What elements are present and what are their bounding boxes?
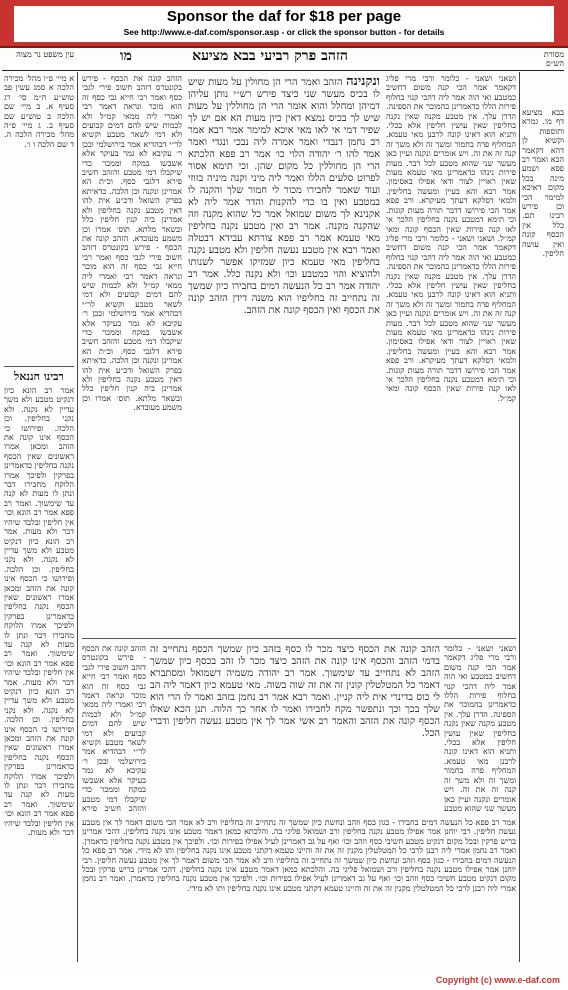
lower-right-commentary [444,644,516,814]
rashi-text: ושאני ושאני - כלומר ורבי מרי פליג דקאמר אמר הכי קנה משום דחשיב כמטבע ואי הוה אמר ליה דהכי קנוי בחלוף פירות הללו כדאמרינן בהמוכר את הספינה. הדרן עלך. אין מטבע מקנה שאין נקנה בחליפין שאין עושין חליפין אלא בכלי. ותניא הוא דאינו קונה לרבנן מאי טעמא. המחליף פרה בחמור ומשך זה ולא משך זה קנה זה את זה. ויש אומרים ונקנה ועיין כאן מעשר שני שהוא מטבע לכל דבר. מעות פירות נינהו כדאמרינן מאי טעמא מעות שאין ראויין לצור ודאי אפילו באסימון. אמר רבא והא בעיין ומעשה בחליפין. ולמאי דסלקא דעתך מעיקרא. ורב פפא אמר הכי פירושו דדבר תורה מעות קונות. וכי תימא דמטבע נקנה בחליפין הלכך אי לאו קנה פירות שאין הכסף קונה ומאי קמ״ל. [386,74,516,243]
header-rule [2,70,564,71]
column-divider-right [519,72,520,962]
sponsor-banner-box[interactable] [14,6,554,42]
column-divider [77,72,78,962]
lower-left-commentary [82,644,146,814]
sponsor-subtitle[interactable]: See http://www.e-daf.com/sponsor.asp - or click the sponsor button - for details [123,27,445,37]
masoret-hashas-header: מסורת הש״ס [543,50,564,68]
right-margin-column [522,108,564,958]
page-title: הזהב פרק רביעי בבא מציעא [192,48,348,64]
rashi-column [386,74,516,634]
lower-right-text: ושאני ושאני - כלומר ורבי מרי פליג דקאמר אמר הכי קנה משום דחשיב כמטבע ואי הוה אמר ליה דהכי קנוי בחלוף פירות הללו כדאמרינן בהמוכר את הספינה. הדרן עלך. אין מטבע מקנה שאין נקנה בחליפין שאין עושין חליפין אלא בכלי. ותניא הוא דאינו קונה לרבנן מאי טעמא. המחליף פרה בחמור ומשך זה ולא משך זה קנה זה את זה. ויש אומרים ונקנה ועיין כאן מעשר שני שהוא מטבע [444,644,516,813]
divider [4,366,74,367]
tosafot-column [82,74,182,634]
tosafot-text-cont: הזהב קונה את הכסף - פירש בקונטרס דזהב חשוב פירי לגבי כסף ואמר רבי חייא גבי כסף זה הוא מוכר ונראה דאמר רבי ואמרי ליה ממאי קמ״ל ולא לכמות שיש להם דמים קבועים ולא דמי לשאר מטבע וקשיא לר״י דבהדיא אמר בירושלמי ובכן ר׳ עקיבא לא גמר בעיקר אלא אשבשו במקח וממכר כדי שיקבלו דמי מטבע והזהב חשיב פירא דלגבי כסף. וכ״ת הא אמרינן ונקנה וכן הלכה. כדאיתא בפרק השואל ודכ״ע אית להו דאין מטבע נקנה בחליפין ולא אמרינן ביה קנין חליפין כלל ובשאר מלתא. תוס׳ אמרו וכן משמע מעובדא. [82,233,182,413]
ein-mishpat-text: א מיי׳ פ״ו מהל׳ מכירה הלכה א סמג עשין פב טוש״ע ח״מ סי׳ רג סעיף א. ב מיי׳ שם הלכה ב טוש״ע שם סעיף ב. ג מיי׳ פ״ה מהל׳ מכירה הלכה ה. ד שם הלכה ו ו׳. [4,74,74,149]
tosafot-text: הזהב קונה את הכסף - פירש בקונטרס דזהב חשוב פירי לגבי כסף ואמר רבי חייא גבי כסף זה הוא מוכר ונראה דאמר רבי ואמרי ליה ממאי קמ״ל ולא לכמות שיש להם דמים קבועים ולא דמי לשאר מטבע וקשיא לר״י דבהדיא אמר בירושלמי ובכן ר׳ עקיבא לא גמר בעיקר אלא אשבשו במקח וממכר כדי שיקבלו דמי מטבע והזהב חשיב פירא דלגבי כסף. וכ״ת הא אמרינן ונקנה וכן הלכה. כדאיתא בפרק השואל ודכ״ע אית להו דאין מטבע נקנה בחליפין ולא אמרינן ביה קנין חליפין כלל ובשאר מלתא. תוס׳ אמרו וכן משמע מעובדא. [82,74,182,243]
page-number: מו [120,48,132,64]
chananel-text-cont: אמר רב הונא כיון דנקיט מטבע ולא משך עדיין לא נקנה. ולא נקני בחליפין. וכן הלכה. ופירושו כי הכסף אינו קונה את הזהב ומכאן אמרו ראשונים שאין הכסף נקנה בחליפין כדאמרינן בפרקין ולפיכך אמרו הלוקח מחבירו דבר ונתן לו מעות לא קנה עד שימשוך. ואמר רב פפא אמר רב הונא וכו׳ אין חליפין ובלבד שיהיו דבר ולא מעות. [4,527,74,687]
rashi-text-cont: ושאני ושאני - כלומר ורבי מרי פליג דקאמר אמר הכי קנה משום דחשיב כמטבע ואי הוה אמר ליה דהכי קנוי בחלוף פירות הללו כדאמרינן בהמוכר את הספינה. הדרן עלך. אין מטבע מקנה שאין נקנה בחליפין שאין עושין חליפין אלא בכלי. ותניא הוא דאינו קונה לרבנן מאי טעמא. המחליף פרה בחמור ומשך זה ולא משך זה קנה זה את זה. ויש אומרים ונקנה ועיין כאן מעשר שני שהוא מטבע לכל דבר. מעות פירות נינהו כדאמרינן מאי טעמא מעות שאין ראויין לצור ודאי אפילו באסימון. אמר רבא והא בעיין ומעשה בחליפין. ולמאי דסלקא דעתך מעיקרא. ורב פפא אמר הכי פירושו דדבר תורה מעות קונות. וכי תימא דמטבע נקנה בחליפין הלכך אי לאו קנה פירות שאין הכסף קונה ומאי קמ״ל. [386,233,516,403]
section-divider [82,638,516,639]
bottom-text-cont: אמר רב פפא כל הנעשה דמים בחבירו - כגון כסף וזהב ונחשת כיון שמשך זה נתחייב זה בחליפיו ורב לא אמר הכי משום דאמר לך אין מטבע נעשה חליפין. רבי יוחנן אמר אפילו מטבע נקנה בחליפין ורב ושמואל פליגי בה. והלכתא כמאן דאמר מטבע אינו נקנה בחליפין. דהכי אמרינן בריש פרקין ובכל מקום דנקיט מטבע חשיבי כסף וזהב וכו׳ ואף על גב דאמרינן לעיל אפילו בפירות וכו׳. ולפיכך אין מטבע נקנה בחליפין כדאמרן. ואמר רב נחמן אמרי ליה רבנן לרבי כל המטלטלין מקנין זה את זה והיינו טעמא דקתני מטבע אינו נקנה בחליפין ותו לא מידי. [82,846,516,893]
rabbeinu-chananel-heading: רבינו חננאל [14,370,64,383]
lower-left-text: הזהב קונה את הכסף - פירש בקונטרס דזהב חשוב פירי לגבי כסף ואמר רבי חייא גבי כסף זה הוא מוכר ונראה דאמר רבי ואמרי ליה ממאי קמ״ל ולא לכמות שיש להם דמים קבועים ולא דמי לשאר מטבע וקשיא לר״י דבהדיא אמר בירושלמי ובכן ר׳ עקיבא לא גמר בעיקר אלא אשבשו במקח וממכר כדי שיקבלו דמי מטבע והזהב חשיב פירא [82,644,146,813]
bottom-text: אמר רב פפא כל הנעשה דמים בחבירו - כגון כסף וזהב ונחשת כיון שמשך זה נתחייב זה בחליפיו ורב לא אמר הכי משום דאמר לך אין מטבע נעשה חליפין. רבי יוחנן אמר אפילו מטבע נקנה בחליפין ורב ושמואל פליגי בה. והלכתא כמאן דאמר מטבע אינו נקנה בחליפין. דהכי אמרינן בריש פרקין ובכל מקום דנקיט מטבע חשיבי כסף וזהב וכו׳ ואף על גב דאמרינן לעיל אפילו בפירות וכו׳. ולפיכך אין מטבע נקנה בחליפין כדאמרן. ואמר רב נחמן אמרי ליה רבנן לרבי כל המטלטלין מקנין זה את זה והיינו טעמא דקתני מטבע אינו נקנה בחליפין ותו לא מידי. [82,818,516,856]
right-margin-text: בבא מציעא דף מו. גמרא ותוספות וקשיא לן דהא דקאמר הכא ואמר רב פפא ושמע מינה בכל מקום דאיכא למימר הכי וכן פירש רבינו תם. כלל אין הכסף קונה ואין עושה חליפין. [522,108,564,259]
footer [0,972,568,990]
talmud-page [0,48,568,972]
gemara-lower-text: הזהב קונה את הכסף כיצד מכר לו כסף בזהב כיון שמשך הכסף נתחייב זה בדמי הזהב והכסף אינו קונה את הזהב כיצד מכר לו זהב בכסף כיון שמשך הזהב לא נתחייב עד שימשוך. אמר רב יהודה משמיה דשמואל ומסתברא דאמר כל המטלטלין קונין זה את זה שוה בשוה. מאי טעמא כיון דאמר ליה הב לי כוס בדינרי אית ליה קניין. ואמר רבא אמר רב נחמן בזהב ואמר לו הרי הוא שלך בכך וכך ונתפשר מקח לחבירו ואמר לו אחר כך הלוה. תנן הכא שאלו הכסף קונה את הזהב והאמר רב אשי אמר לך אין מטבע נעשה חליפין ודברי הכל. [150,644,440,739]
gemara-text: הזהב ואמר הרי הן מחולין על מעות שיש לו בכיס מעשר שני כיצד פירש רש״י נותן עליהן דמיהן ומחלל והוא אומר הרי הן מחוללין על מעות שיש לך בכיס נמצא דאין כיון מעות הא אם יש לך שפיר דמי אי לאו מאי איכא למימר אמר רבא אמר רב נחמן דנבדי ואמר אמרה ליה נבכי ונגדי ואמר אמר להו ר׳ יהודה הלוי כו׳ אמר רב פפא הלכתא הרי הן מחוללין כל מקום שהן. וכי תימא אסור לפרוט סלעים הללו ואמר ליה מיני וקנה מיניה בזוזי ועוד שאמר לחבירו מכור לי חמור שלך והקנה לו במטבע ואין בו כדי להקנות והדר אמר ליה לא אקנינא לך משום שמואל אמר כל שהוא מקנה וזה שהקנה מקנה. אמר רב ואין מטבע נקנה בחליפין מאי טעמא אמר רב פפא צורתא עבידא דבטלה ואמר רבא אין מטבע נעשה חליפין ולא מטבע נקנה בחליפין מאי טעמא כיון שמזיקו אפשר לשנותו ולהוציא והוי כמטבע וכו׳ ולא נקנה כלל. אמר רב יהודה אמר רב כל הנעשה דמים בחבירו כיון שמשך זה נתחייב זה בחליפיו הוא משנה דידן הזהב קונה את הכסף ואין הכסף קונה את הזהב. [188,77,380,316]
gemara-dibur-hamatchil: ונקנינה [346,76,380,89]
chananel-text: אמר רב הונא כיון דנקיט מטבע ולא משך עדיין לא נקנה. ולא נקני בחליפין. וכן הלכה. ופירושו כי הכסף אינו קונה את הזהב ומכאן אמרו ראשונים שאין הכסף נקנה בחליפין כדאמרינן בפרקין ולפיכך אמרו הלוקח מחבירו דבר ונתן לו מעות לא קנה עד שימשוך. ואמר רב פפא אמר רב הונא וכו׳ אין חליפין ובלבד שיהיו דבר ולא מעות. [4,386,74,537]
rabbeinu-chananel-column [4,386,74,966]
ein-mishpat-header: עין משפט נר מצוה [16,50,74,59]
copyright-link[interactable]: Copyright (c) www.e-daf.com [435,975,560,985]
sponsor-banner[interactable] [0,0,568,48]
gemara-lower-column [150,644,440,814]
bottom-commentary [82,818,516,962]
sponsor-title: Sponsor the daf for $18 per page [166,8,402,25]
ein-mishpat-column [4,74,74,364]
gemara-column [188,76,380,636]
chananel-text-cont2: אמר רב הונא כיון דנקיט מטבע ולא משך עדיין לא נקנה. ולא נקני בחליפין. וכן הלכה. ופירושו כי הכסף אינו קונה את הזהב ומכאן אמרו ראשונים שאין הכסף נקנה בחליפין כדאמרינן בפרקין ולפיכך אמרו הלוקח מחבירו דבר ונתן לו מעות לא קנה עד שימשוך. ואמר רב פפא אמר רב הונא וכו׳ אין חליפין ובלבד שיהיו דבר ולא מעות. [4,677,74,838]
